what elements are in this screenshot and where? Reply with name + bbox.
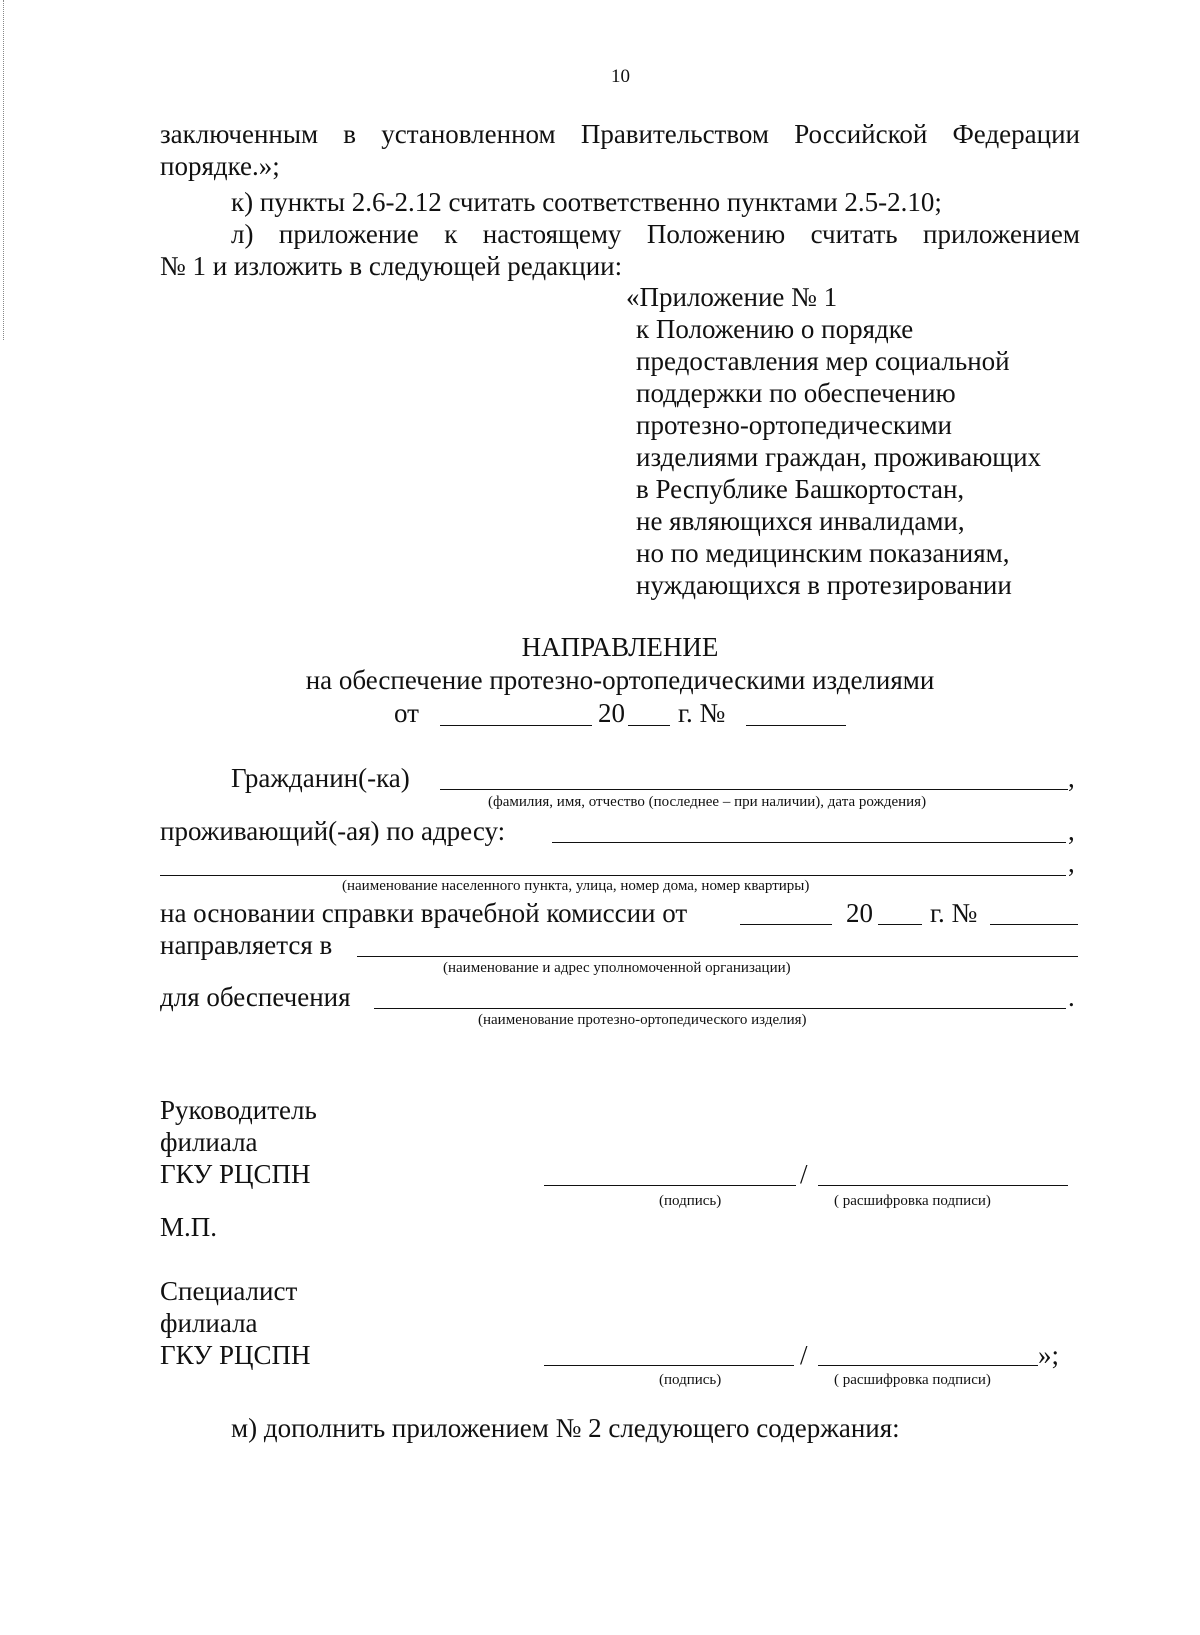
address-label: проживающий(-ая) по адресу: — [160, 816, 506, 846]
slash: / — [800, 1159, 808, 1189]
head-title-line: Руководитель — [160, 1095, 317, 1125]
appendix-line: но по медицинским показаниям, — [636, 538, 1010, 568]
date-day-field[interactable] — [440, 725, 592, 726]
head-decode-field[interactable] — [818, 1185, 1068, 1186]
appendix-line: изделиями граждан, проживающих — [636, 442, 1042, 472]
signature-hint: (подпись) — [659, 1372, 722, 1388]
item-l-line-2: № 1 и изложить в следующей редакции: — [160, 251, 623, 281]
appendix-line: к Положению о порядке — [636, 314, 914, 344]
provision-label: для обеспечения — [160, 982, 351, 1012]
specialist-title-line: филиала — [160, 1308, 258, 1338]
date-from-label: от — [394, 698, 419, 728]
citizen-field[interactable] — [440, 789, 1068, 790]
decode-hint: ( расшифровка подписи) — [834, 1193, 991, 1209]
appendix-line: поддержки по обеспечению — [636, 378, 956, 408]
form-title: НАПРАВЛЕНИЕ — [521, 632, 719, 662]
comma: , — [1068, 848, 1075, 878]
appendix-line: протезно-ортопедическими — [636, 410, 952, 440]
intro-line-1: заключенным в установленном Правительством Российской Федерации — [160, 119, 1080, 149]
slash: / — [800, 1340, 808, 1370]
date-number-label: г. № — [678, 698, 726, 728]
intro-line-2: порядке.»; — [160, 151, 280, 181]
address-hint: (наименование населенного пункта, улица, номер дома, номер квартиры) — [342, 878, 810, 894]
item-l-line-1: л) приложение к настоящему Положению считать приложением — [231, 219, 1080, 249]
basis-number-label: г. № — [930, 898, 978, 928]
basis-label: на основании справки врачебной комиссии от — [160, 898, 688, 928]
basis-year-field[interactable] — [878, 924, 922, 925]
scan-margin-line — [3, 0, 4, 340]
directed-field[interactable] — [357, 956, 1078, 957]
period: . — [1068, 982, 1075, 1012]
citizen-label: Гражданин(-ка) — [231, 763, 410, 793]
specialist-title-line: ГКУ РЦСПН — [160, 1340, 311, 1370]
basis-date-field[interactable] — [740, 924, 832, 925]
address-field-2[interactable] — [160, 875, 1066, 876]
date-year-label: 20 — [598, 698, 625, 728]
provision-field[interactable] — [374, 1008, 1066, 1009]
form-subtitle: на обеспечение протезно-ортопедическими изделиями — [305, 665, 935, 695]
provision-hint: (наименование протезно-ортопедического изделия) — [478, 1012, 807, 1028]
head-title-line: филиала — [160, 1127, 258, 1157]
appendix-line: не являющихся инвалидами, — [636, 506, 965, 536]
address-field-1[interactable] — [552, 842, 1066, 843]
closing-quote: »; — [1038, 1340, 1060, 1370]
specialist-title-line: Специалист — [160, 1276, 298, 1306]
citizen-hint: (фамилия, имя, отчество (последнее – при наличии), дата рождения) — [488, 794, 927, 810]
specialist-signature-field[interactable] — [544, 1365, 794, 1366]
basis-number-field[interactable] — [990, 924, 1078, 925]
directed-hint: (наименование и адрес уполномоченной организации) — [443, 960, 791, 976]
head-signature-field[interactable] — [544, 1185, 796, 1186]
item-m: м) дополнить приложением № 2 следующего содержания: — [231, 1413, 900, 1443]
decode-hint: ( расшифровка подписи) — [834, 1372, 991, 1388]
appendix-line: в Республике Башкортостан, — [636, 474, 965, 504]
page-number: 10 — [611, 66, 630, 87]
basis-year-label: 20 — [846, 898, 873, 928]
appendix-line: нуждающихся в протезировании — [636, 570, 1012, 600]
comma: , — [1068, 816, 1075, 846]
stamp-label: М.П. — [160, 1212, 218, 1242]
signature-hint: (подпись) — [659, 1193, 722, 1209]
date-number-field[interactable] — [746, 725, 846, 726]
item-k: к) пункты 2.6-2.12 считать соответственно пунктами 2.5-2.10; — [231, 187, 942, 217]
specialist-decode-field[interactable] — [818, 1365, 1038, 1366]
date-year-field[interactable] — [628, 725, 670, 726]
appendix-title: «Приложение № 1 — [626, 282, 838, 312]
directed-label: направляется в — [160, 930, 333, 960]
comma: , — [1068, 763, 1075, 793]
appendix-line: предоставления мер социальной — [636, 346, 1010, 376]
head-title-line: ГКУ РЦСПН — [160, 1159, 311, 1189]
